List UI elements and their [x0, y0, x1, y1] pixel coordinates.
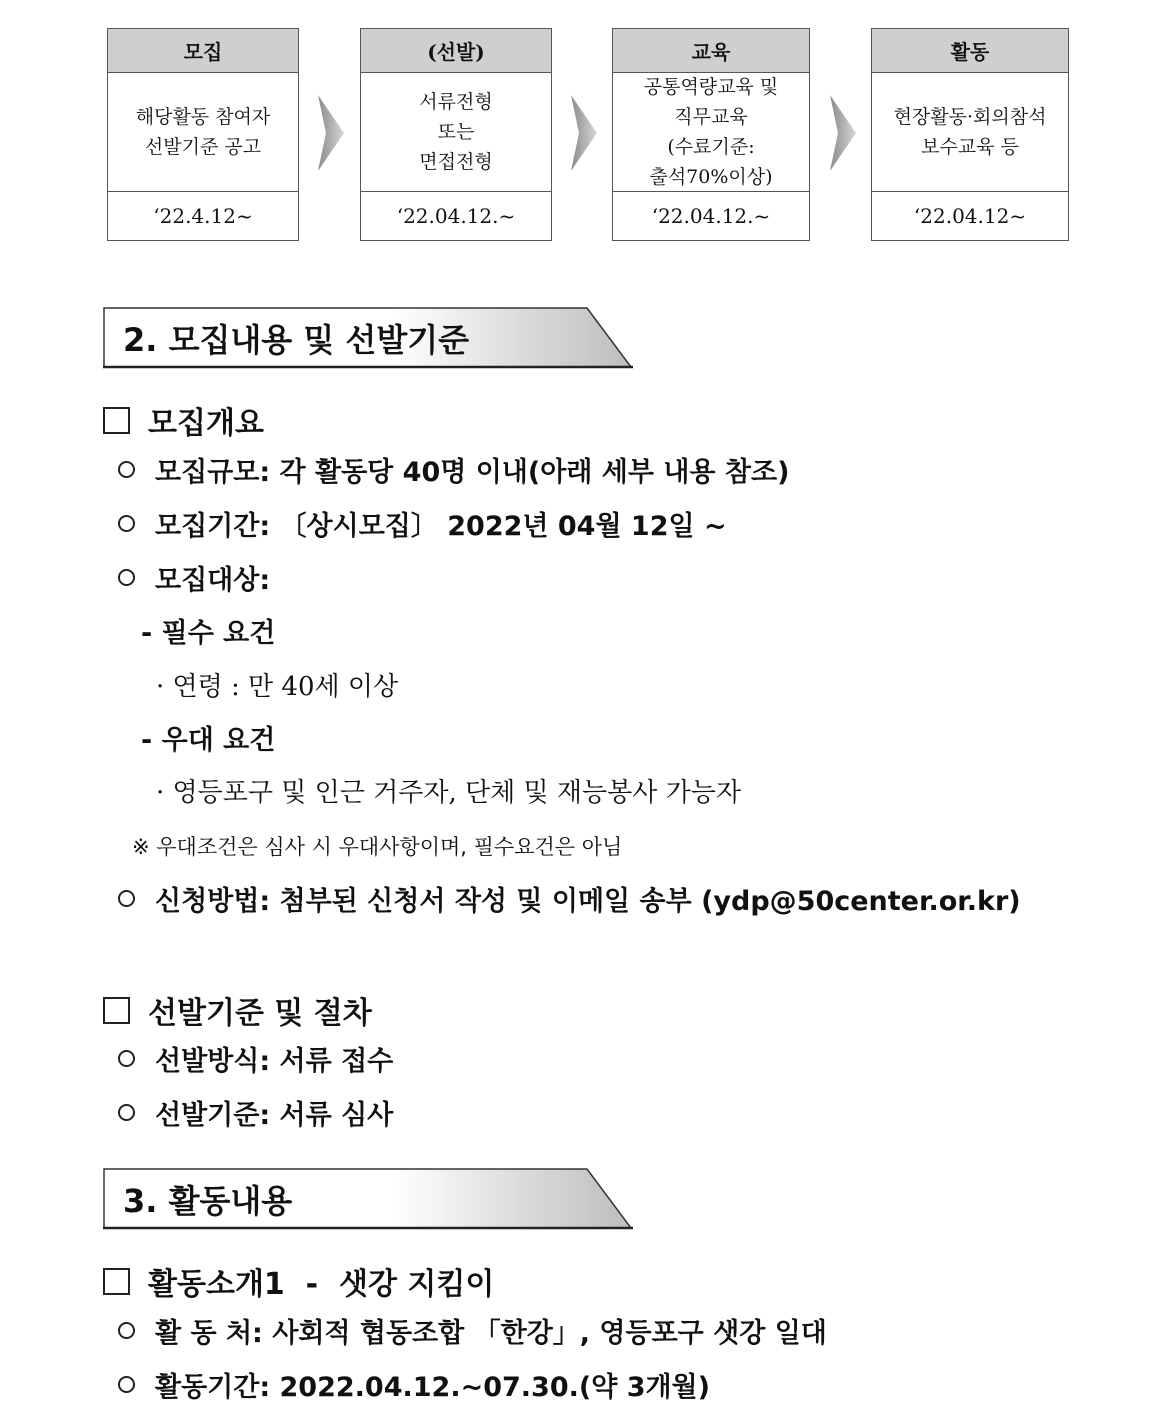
- list-item: [118, 1311, 827, 1350]
- step-title: 활동: [872, 29, 1068, 73]
- sub-item-detail: · 영등포구 및 인근 거주자, 단체 및 재능봉사 가능자: [156, 778, 741, 808]
- item-text: 모집대상:: [155, 565, 271, 596]
- chevron-right-icon: [830, 95, 856, 171]
- list-item: [118, 1365, 710, 1404]
- sub-item-label: - 필수 요건: [141, 618, 276, 649]
- item-text: 활 동 처: 사회적 협동조합 「한강」, 영등포구 샛강 일대: [155, 1318, 827, 1349]
- step-line: 공통역량교육 및: [643, 76, 779, 98]
- circle-bullet-icon: [118, 569, 135, 586]
- step-date: ‘22.04.12.~: [651, 204, 771, 228]
- checkbox-square-icon: [103, 997, 130, 1024]
- section-header: [103, 1168, 633, 1230]
- step-line: 면접전형: [419, 151, 493, 173]
- circle-bullet-icon: [118, 461, 135, 478]
- checkbox-square-icon: [103, 407, 130, 434]
- sub-item-detail: · 연령 : 만 40세 이상: [156, 672, 399, 702]
- step-line: 서류전형: [419, 91, 493, 113]
- process-step-activity: [871, 28, 1069, 241]
- chevron-right-icon: [571, 95, 597, 171]
- step-line: 해당활동 참여자: [135, 106, 271, 128]
- step-line: (수료기준:: [667, 136, 755, 158]
- list-item: [118, 558, 270, 597]
- subsection-heading: [103, 1259, 494, 1303]
- section-title: 3. 활동내용: [123, 1182, 293, 1220]
- step-date: ‘22.4.12~: [153, 204, 253, 228]
- subsection-title: 활동소개1 - 샛강 지킴이: [148, 1267, 495, 1302]
- item-text: 선발기준: 서류 심사: [155, 1100, 394, 1131]
- step-line: 보수교육 등: [921, 136, 1019, 158]
- step-description: [872, 73, 1068, 192]
- step-date: ‘22.04.12.~: [396, 204, 516, 228]
- list-item: [118, 1093, 393, 1132]
- section-header: [103, 307, 633, 369]
- checkbox-square-icon: [103, 1268, 130, 1295]
- sub-item-label: - 우대 요건: [141, 725, 276, 756]
- item-text: 활동기간: 2022.04.12.~07.30.(약 3개월): [155, 1372, 710, 1403]
- subsection-title: 선발기준 및 절차: [148, 996, 372, 1031]
- item-text: 모집기간: 〔상시모집〕 2022년 04월 12일 ~: [155, 511, 727, 542]
- step-date: ‘22.04.12~: [913, 204, 1027, 228]
- item-text: 선발방식: 서류 접수: [155, 1046, 394, 1077]
- subsection-title: 모집개요: [148, 406, 264, 441]
- subsection-heading: [103, 988, 372, 1032]
- circle-bullet-icon: [118, 890, 135, 907]
- list-item: [118, 450, 789, 489]
- item-text: 신청방법: 첨부된 신청서 작성 및 이메일 송부 (ydp@50center.or.kr): [155, 886, 1021, 917]
- circle-bullet-icon: [118, 1322, 135, 1339]
- circle-bullet-icon: [118, 1050, 135, 1067]
- circle-bullet-icon: [118, 1104, 135, 1121]
- step-description: [361, 73, 551, 192]
- list-item: [118, 504, 727, 543]
- step-line: 선발기준 공고: [144, 136, 262, 158]
- section-title: 2. 모집내용 및 선발기준: [123, 321, 470, 359]
- step-title: 교육: [613, 29, 809, 73]
- step-line: 출석70%이상): [649, 166, 773, 188]
- step-line: 직무교육: [674, 106, 748, 128]
- step-line: 현장활동·회의참석: [893, 106, 1047, 128]
- step-line: 또는: [437, 121, 475, 143]
- subsection-heading: [103, 398, 264, 442]
- step-description: [108, 73, 298, 192]
- process-step-education: [612, 28, 810, 241]
- process-step-select: [360, 28, 552, 241]
- list-item: [118, 1039, 393, 1078]
- circle-bullet-icon: [118, 1376, 135, 1393]
- circle-bullet-icon: [118, 515, 135, 532]
- footnote: ※ 우대조건은 심사 시 우대사항이며, 필수요건은 아님: [132, 835, 623, 859]
- process-step-recruit: [107, 28, 299, 241]
- chevron-right-icon: [318, 95, 344, 171]
- step-title: (선발): [361, 29, 551, 73]
- list-item: [118, 879, 1021, 918]
- step-title: 모집: [108, 29, 298, 73]
- item-text: 모집규모: 각 활동당 40명 이내(아래 세부 내용 참조): [155, 457, 790, 488]
- step-description: [613, 73, 809, 192]
